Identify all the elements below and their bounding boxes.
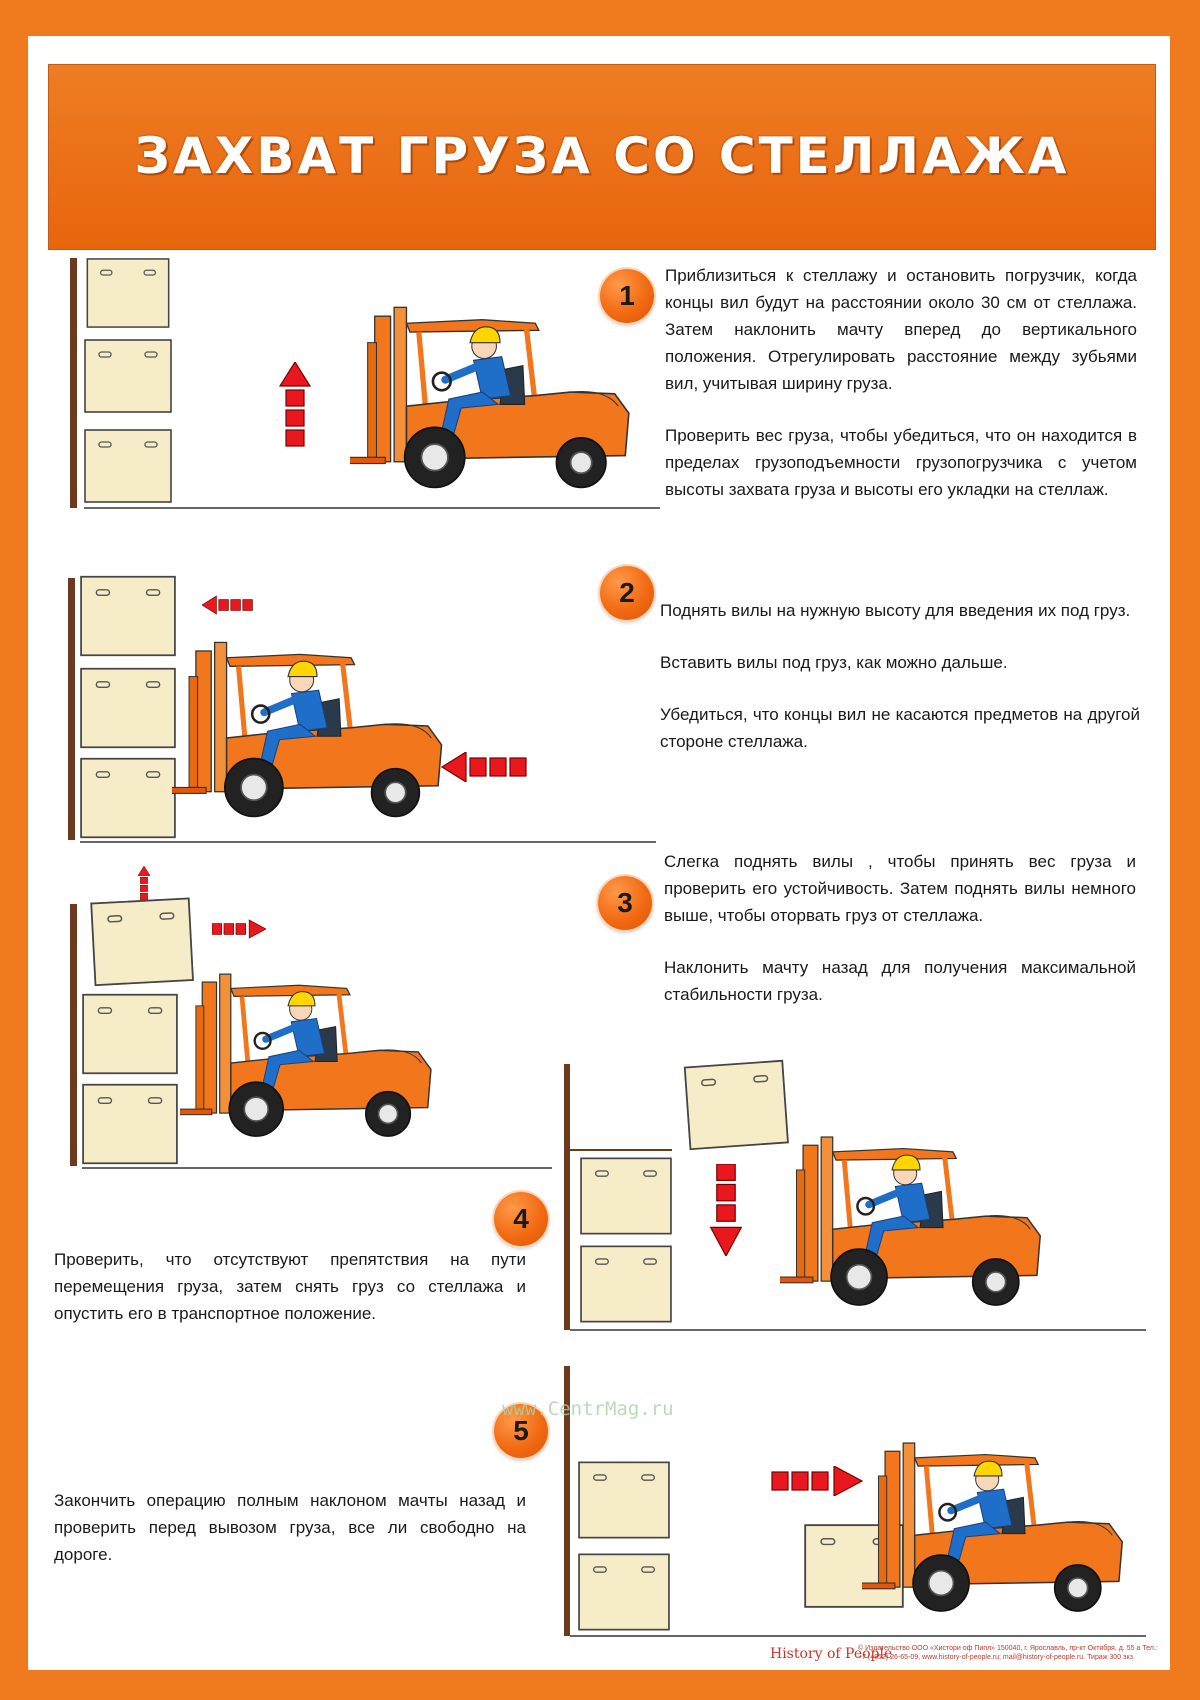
cargo-box [87, 259, 168, 327]
step-1-paragraph-1: Приблизиться к стеллажу и остановить погрузчик, когда концы вил будут на расстоянии около 30 см от стеллажа. Затем наклонить мачту вперед до вертикального положения. Отрегулировать расстояние между зубьями вил, учитывая ширину груза. [665, 266, 1137, 393]
cargo-box [85, 340, 171, 412]
step-1-paragraph-2: Проверить вес груза, чтобы убедиться, что он находится в пределах грузоподъемности грузопогрузчика с учетом высоты захвата груза и высоты его укладки на стеллаж. [665, 426, 1137, 499]
cargo-box [581, 1246, 671, 1321]
step-3-badge: 3 [598, 876, 652, 930]
scene-2 [68, 577, 656, 842]
step-1-badge: 1 [600, 269, 654, 323]
arrow-right-icon [772, 1466, 862, 1496]
step-3-paragraph-2: Наклонить мачту назад для получения максимальной стабильности груза. [664, 958, 1136, 1004]
cargo-box [81, 577, 175, 656]
cargo-box [91, 898, 193, 985]
step-5-badge: 5 [494, 1404, 548, 1458]
forklift [271, 307, 629, 487]
arrow-up-icon [138, 866, 150, 900]
step-3-paragraph-1: Слегка поднять вилы , чтобы принять вес груза и проверить его устойчивость. Затем поднять вилы немного выше, чтобы оторвать груз от стеллажа. [664, 852, 1136, 925]
arrow-left-icon [442, 752, 526, 782]
arrow-up-icon [280, 362, 310, 446]
cargo-box [579, 1554, 669, 1629]
cargo-box [579, 1462, 669, 1537]
rack-post [564, 1064, 570, 1330]
step-2-paragraph-3: Убедиться, что концы вил не касаются предметов на другой стороне стеллажа. [660, 705, 1140, 751]
cargo-box [85, 430, 171, 502]
forklift [706, 1137, 1040, 1305]
rack-post [68, 578, 75, 840]
cargo-box [81, 759, 175, 838]
arrow-down-icon [711, 1164, 742, 1256]
arrow-right-icon [212, 920, 266, 938]
watermark-text: www.CentrMag.ru [502, 1398, 674, 1420]
cargo-box [83, 995, 177, 1074]
rack-post [70, 904, 77, 1166]
scene-3 [70, 866, 552, 1168]
step-4-paragraph-1: Проверить, что отсутствуют препятствия на пути перемещения груза, затем снять груз со стеллажа и опустить его в транспортное положение. [54, 1250, 526, 1323]
poster-title: ЗАХВАТ ГРУЗА СО СТЕЛЛАЖА [134, 127, 1070, 185]
cargo-box [83, 1085, 177, 1164]
publisher-logo: History of People [770, 1646, 893, 1662]
step-5-paragraph-1: Закончить операцию полным наклоном мачты назад и проверить перед вывозом груза, все ли свободно на дороге. [54, 1491, 526, 1564]
cargo-box [685, 1061, 788, 1149]
publisher-imprint: © Издательство ООО «Хистори оф Пипл» 150040, г. Ярославль, пр-кт Октября, д. 55 а Тел.: +7 (4852) 26-65-09, www.history-of-people.ru; mail@history-of-people.ru. Тираж 300 экз. [858, 1645, 1158, 1661]
cargo-box [581, 1158, 671, 1233]
step-2-badge: 2 [600, 566, 654, 620]
rack-post [70, 258, 77, 508]
scene-4 [564, 1061, 1146, 1330]
step-2-paragraph-2: Вставить вилы под груз, как можно дальше. [660, 653, 1008, 672]
scene-1 [70, 258, 660, 508]
step-2-paragraph-1: Поднять вилы на нужную высоту для введения их под груз. [660, 601, 1131, 620]
step-4-badge: 4 [494, 1192, 548, 1246]
cargo-box [81, 669, 175, 748]
arrow-left-icon [202, 596, 252, 614]
